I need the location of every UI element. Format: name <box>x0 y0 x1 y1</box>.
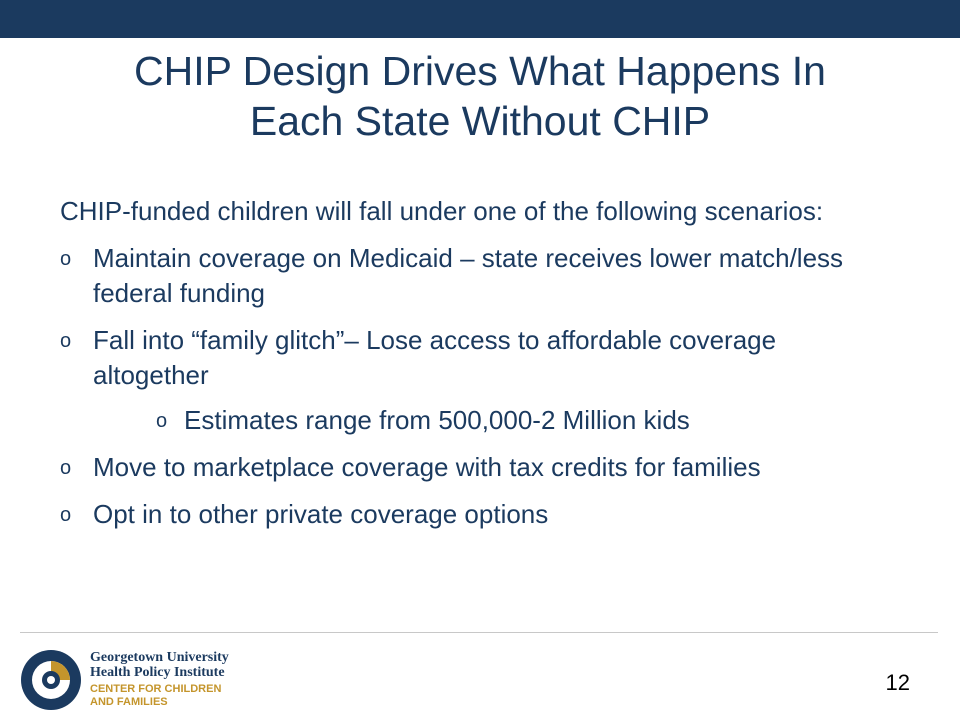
bullet-marker: o <box>60 248 72 270</box>
logo-wordmark <box>90 650 229 709</box>
scenario-item <box>60 323 880 393</box>
bullet-marker: o <box>60 504 72 526</box>
georgetown-logo <box>18 646 238 714</box>
intro-text: CHIP-funded children will fall under one of the following scenarios: <box>60 196 824 226</box>
scenario-text: Opt in to other private coverage options <box>93 499 549 529</box>
footer-divider <box>20 632 938 633</box>
scenario-subitem <box>60 403 880 438</box>
bullet-marker: o <box>156 410 168 432</box>
header-bar <box>0 0 960 38</box>
scenario-item <box>60 241 880 311</box>
scenario-text: Maintain coverage on Medicaid – state receives lower match/less federal funding <box>93 243 844 308</box>
scenario-list <box>60 241 880 532</box>
page-number: 12 <box>885 670 910 695</box>
logo-line-families: AND FAMILIES <box>90 696 168 708</box>
scenario-subtext: Estimates range from 500,000-2 Million kids <box>184 405 690 435</box>
scenario-item <box>60 497 880 532</box>
bullet-marker: o <box>60 330 72 352</box>
slide-body <box>60 192 880 544</box>
logo-mark-icon <box>18 646 84 714</box>
logo-line-university: Georgetown University <box>90 650 229 665</box>
slide-title-line-1: CHIP Design Drives What Happens In <box>134 48 826 94</box>
slide-title <box>40 46 920 146</box>
scenario-item <box>60 450 880 485</box>
scenario-text: Move to marketplace coverage with tax credits for families <box>93 452 761 482</box>
scenario-text: Fall into “family glitch”– Lose access to affordable coverage altogether <box>93 325 777 390</box>
bullet-marker: o <box>60 457 72 479</box>
slide-title-line-2: Each State Without CHIP <box>249 98 711 144</box>
logo-line-institute: Health Policy Institute <box>90 665 225 680</box>
logo-line-center: CENTER FOR CHILDREN <box>90 683 222 695</box>
